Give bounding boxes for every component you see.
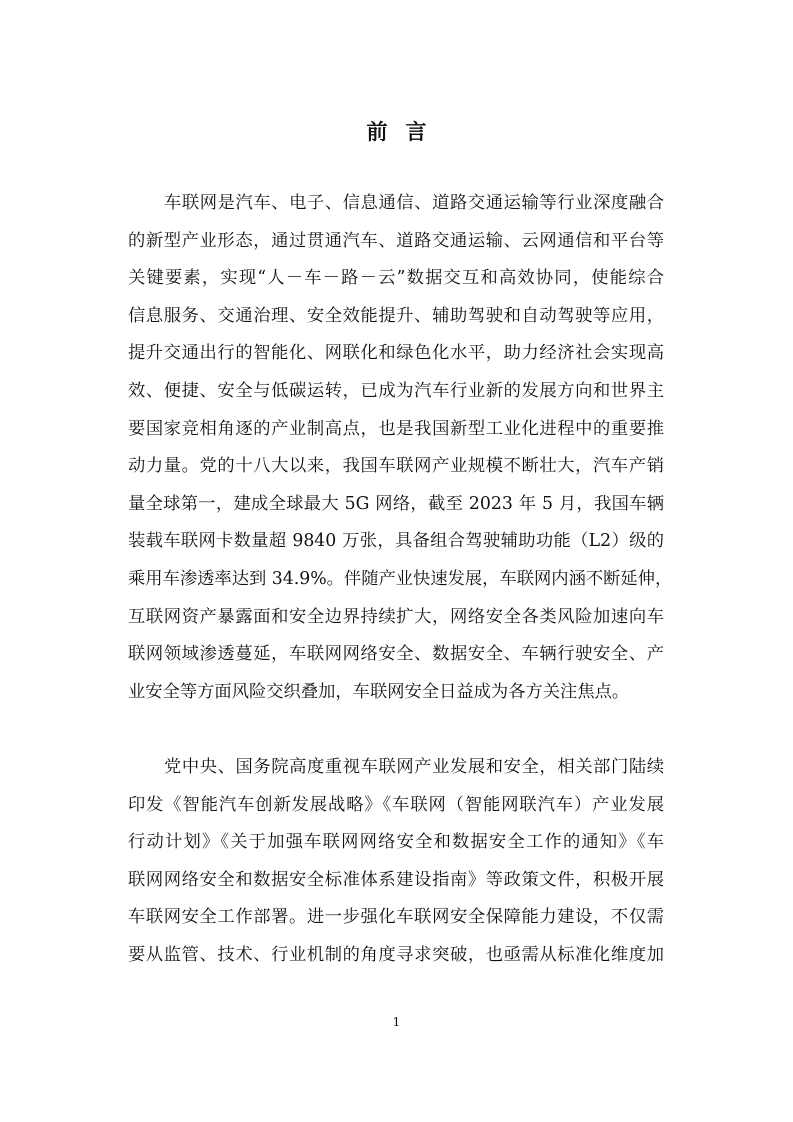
paragraph-line: 量全球第一，建成全球最大 5G 网络，截至 2023 年 5 月，我国车辆 (128, 493, 664, 514)
paragraph-line: 互联网资产暴露面和安全边界持续扩大，网络安全各类风险加速向车 (128, 606, 664, 627)
paragraph-1 (128, 185, 673, 711)
page-number: 1 (392, 1015, 401, 1029)
paragraph-2 (128, 749, 664, 975)
paragraph-line: 业安全等方面风险交织叠加，车联网安全日益成为各方关注焦点。 (128, 681, 630, 702)
paragraph-line: 联网网络安全和数据安全标准体系建设指南》等政策文件，积极开展 (128, 869, 664, 890)
paragraph-line: 车联网安全工作部署。进一步强化车联网安全保障能力建设，不仅需 (128, 907, 664, 928)
paragraph-line: 效、便捷、安全与低碳运转，已成为汽车行业新的发展方向和世界主 (128, 380, 664, 401)
page-title: 前言 (366, 119, 445, 144)
paragraph-line: 的新型产业形态，通过贯通汽车、道路交通运输、云网通信和平台等 (128, 230, 664, 251)
paragraph-line: 信息服务、交通治理、安全效能提升、辅助驾驶和自动驾驶等应用， (128, 305, 664, 326)
paragraph-line: 印发《智能汽车创新发展战略》《车联网（智能网联汽车）产业发展 (128, 794, 664, 815)
paragraph-line: 要国家竞相角逐的产业制高点，也是我国新型工业化进程中的重要推 (128, 418, 664, 439)
paragraph-line: 要从监管、技术、行业机制的角度寻求突破，也亟需从标准化维度加 (128, 944, 664, 965)
paragraph-line: 联网领域渗透蔓延，车联网网络安全、数据安全、车辆行驶安全、产 (128, 644, 664, 665)
paragraph-line: 乘用车渗透率达到 34.9%。伴随产业快速发展，车联网内涵不断延伸， (128, 568, 673, 589)
paragraph-line: 装载车联网卡数量超 9840 万张，具备组合驾驶辅助功能（L2）级的 (128, 531, 664, 552)
paragraph-line: 党中央、国务院高度重视车联网产业发展和安全，相关部门陆续 (164, 757, 664, 777)
paragraph-line: 行动计划》《关于加强车联网网络安全和数据安全工作的通知》《车 (128, 832, 664, 853)
paragraph-line: 提升交通出行的智能化、网联化和绿色化水平，助力经济社会实现高 (128, 343, 664, 364)
paragraph-line: 车联网是汽车、电子、信息通信、道路交通运输等行业深度融合 (164, 193, 664, 213)
paragraph-line: 关键要素，实现“人－车－路－云”数据交互和高效协同，使能综合 (128, 268, 664, 289)
paragraph-line: 动力量。党的十八大以来，我国车联网产业规模不断壮大，汽车产销 (128, 456, 664, 477)
